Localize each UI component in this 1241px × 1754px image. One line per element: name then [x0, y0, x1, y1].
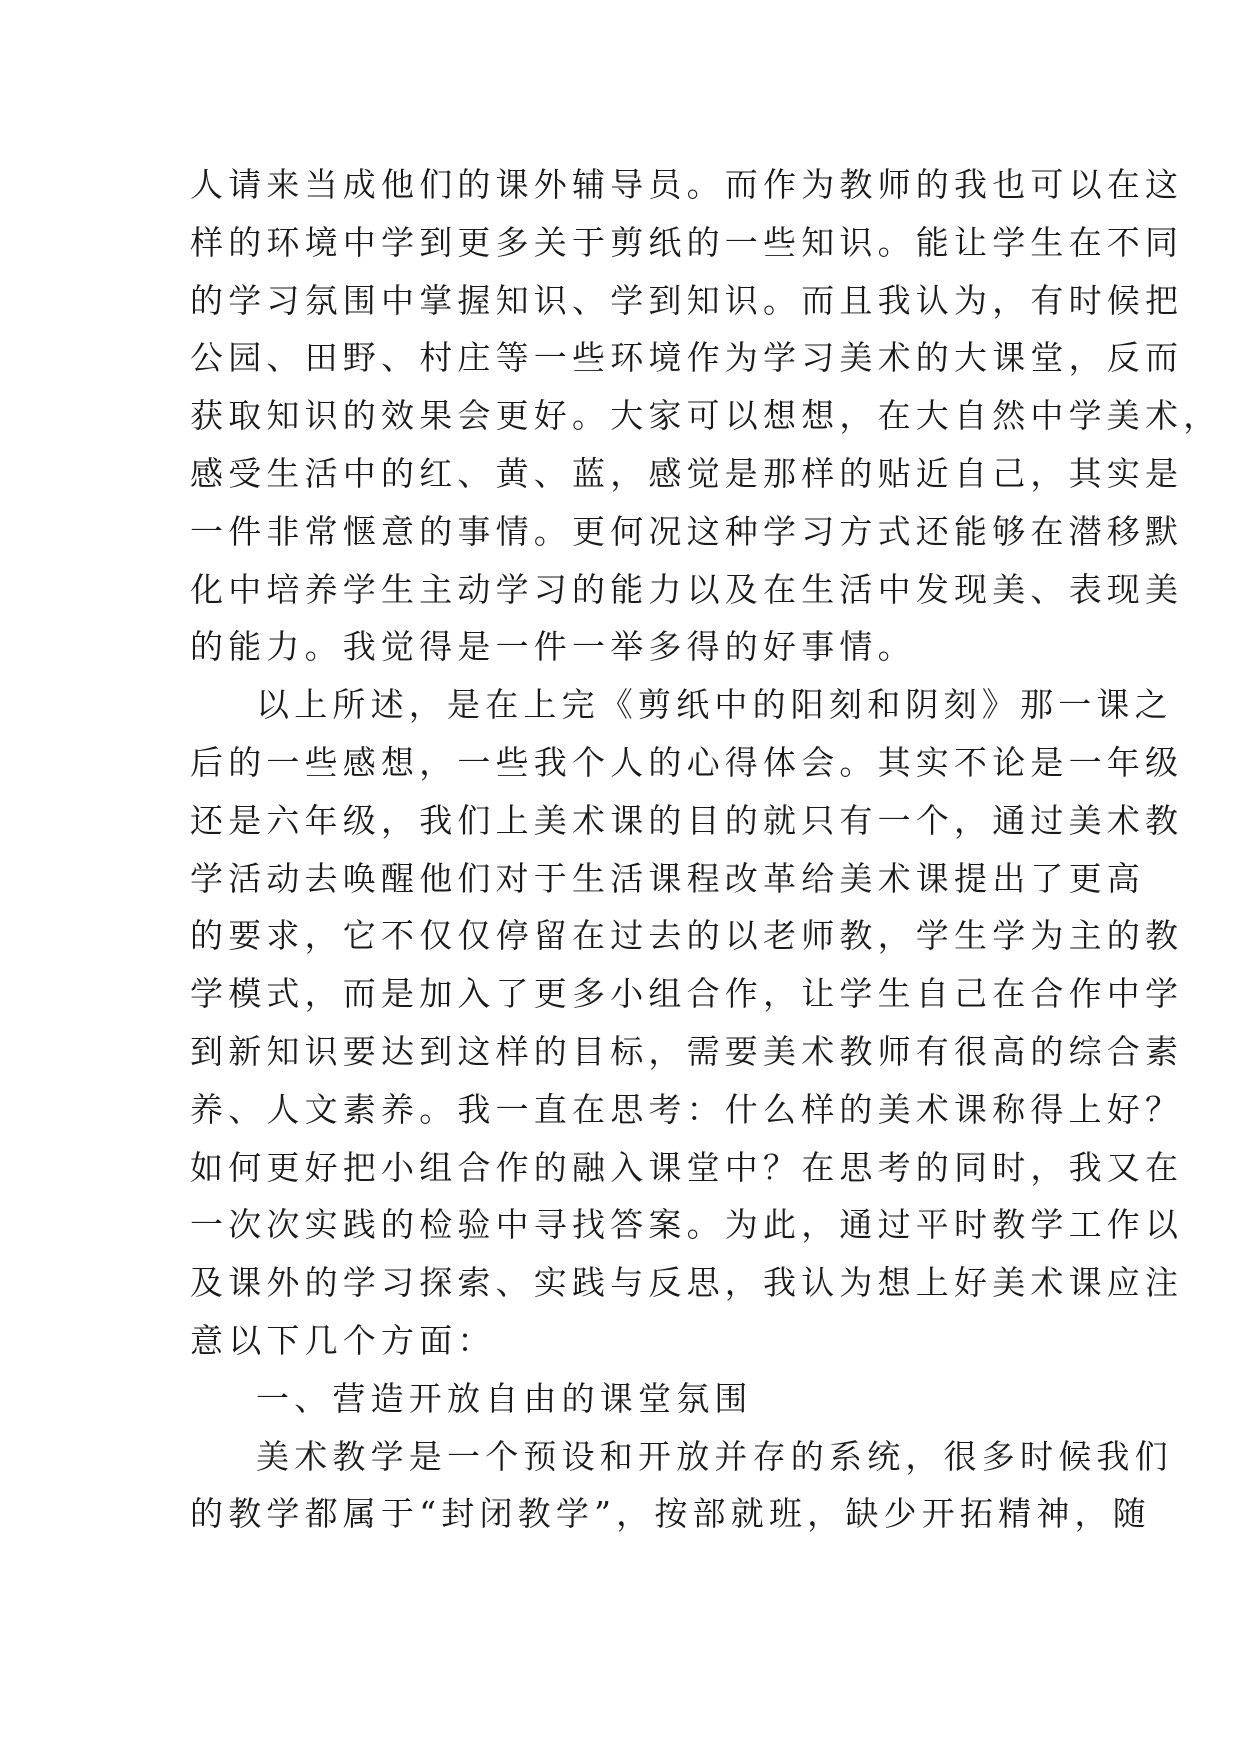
text-line: 人请来当成他们的课外辅导员。而作为教师的我也可以在这: [190, 165, 1184, 204]
text-line: 感受生活中的红、黄、蓝，感觉是那样的贴近自己，其实是: [190, 453, 1184, 493]
text-line: 的要求，它不仅仅停留在过去的以老师教，学生学为主的教: [190, 916, 1184, 956]
text-line: 的教学都属于“封闭教学”，按部就班，缺少开拓精神，随: [190, 1494, 1151, 1534]
text-line: 学模式，而是加入了更多小组合作，让学生自己在合作中学: [190, 974, 1184, 1014]
text-line: 及课外的学习探索、实践与反思，我认为想上好美术课应注: [190, 1263, 1184, 1303]
text-line: 意以下几个方面：: [190, 1320, 496, 1360]
text-line: 获取知识的效果会更好。大家可以想想，在大自然中学美术，: [190, 396, 1222, 436]
text-line: 公园、田野、村庄等一些环境作为学习美术的大课堂，反而: [190, 338, 1184, 378]
text-line: 一次次实践的检验中寻找答案。为此，通过平时教学工作以: [190, 1205, 1184, 1245]
text-line: 化中培养学生主动学习的能力以及在生活中发现美、表现美: [190, 569, 1184, 609]
text-line: 学活动去唤醒他们对于生活课程改革给美术课提出了更高: [190, 858, 1145, 898]
paragraph-start-line: 以上所述，是在上完《剪纸中的阳刻和阴刻》那一课之: [256, 685, 1173, 725]
document-body: [190, 156, 1222, 1543]
text-line: 的能力。我觉得是一件一举多得的好事情。: [190, 627, 916, 667]
text-line: 一件非常惬意的事情。更何况这种学习方式还能够在潜移默: [190, 511, 1184, 551]
text-line: 如何更好把小组合作的融入课堂中？在思考的同时，我又在: [190, 1147, 1184, 1187]
section-heading: 一、营造开放自由的课堂氛围: [256, 1378, 753, 1418]
text-line: 样的环境中学到更多关于剪纸的一些知识。能让学生在不同: [190, 222, 1184, 262]
paragraph-start-line: 美术教学是一个预设和开放并存的系统，很多时候我们: [256, 1436, 1173, 1476]
text-line: 的学习氛围中掌握知识、学到知识。而且我认为，有时候把: [190, 280, 1184, 320]
text-line: 到新知识要达到这样的目标，需要美术教师有很高的综合素: [190, 1031, 1184, 1071]
text-line: 养、人文素养。我一直在思考：什么样的美术课称得上好？: [190, 1089, 1184, 1129]
text-line: 后的一些感想，一些我个人的心得体会。其实不论是一年级: [190, 742, 1184, 782]
text-line: 还是六年级，我们上美术课的目的就只有一个，通过美术教: [190, 800, 1184, 840]
